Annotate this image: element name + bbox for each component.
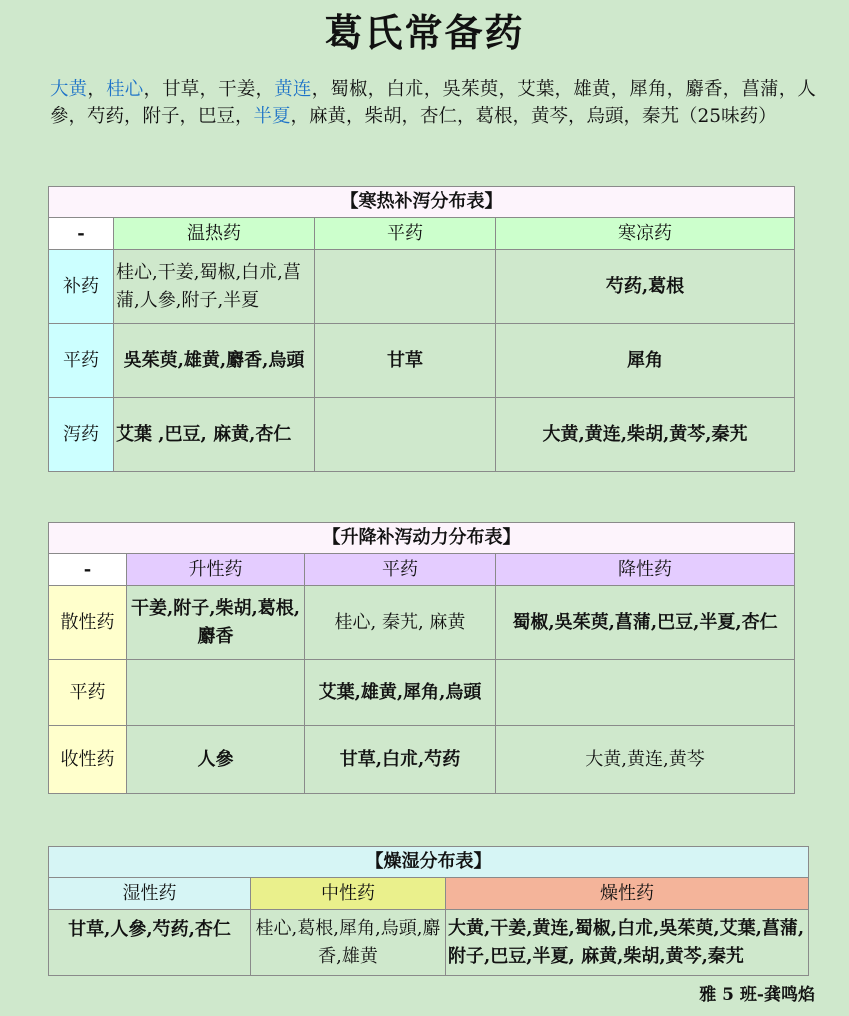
cold-heat-table <box>48 186 795 472</box>
row-label-neutral: 平药 <box>49 660 127 726</box>
column-header-dry: 燥性药 <box>446 878 809 910</box>
column-header-damp: 湿性药 <box>49 878 251 910</box>
table-cell: 大黄,黄连,柴胡,黄芩,秦艽 <box>496 398 795 472</box>
herb-text: ，蜀椒，白朮，吳茱萸，艾葉，雄黄，犀角，麝香，菖蒲，人參，芍药，附子，巴豆， <box>50 79 816 127</box>
row-label-disperse: 散性药 <box>49 586 127 660</box>
table-cell <box>315 398 496 472</box>
table-cell: 桂心, 秦艽, 麻黄 <box>305 586 496 660</box>
column-header-cold: 寒凉药 <box>496 218 795 250</box>
herb-highlight: 黄连 <box>274 79 312 100</box>
ascend-descend-table <box>48 522 795 794</box>
table-cell: 甘草 <box>315 324 496 398</box>
table-cell: 艾葉,雄黄,犀角,烏頭 <box>305 660 496 726</box>
table-cell <box>127 660 305 726</box>
table-caption: 【升降补泻动力分布表】 <box>49 523 795 554</box>
page-title: 葛氏常备药 <box>324 10 525 55</box>
table-cell: 芍药,葛根 <box>496 250 795 324</box>
table-cell: 吳茱萸,雄黄,麝香,烏頭 <box>114 324 315 398</box>
table-cell: 桂心,葛根,犀角,烏頭,麝香,雄黄 <box>251 910 446 976</box>
table-cell: 蜀椒,吳茱萸,菖蒲,巴豆,半夏,杏仁 <box>496 586 795 660</box>
herb-text: ， <box>87 79 107 100</box>
table-cell: 桂心,干姜,蜀椒,白朮,菖蒲,人參,附子,半夏 <box>114 250 315 324</box>
herb-list <box>50 76 816 130</box>
herb-highlight: 半夏 <box>253 106 291 127</box>
row-label-neutral: 平药 <box>49 324 114 398</box>
table-caption: 【燥湿分布表】 <box>49 847 809 878</box>
table-cell: 人參 <box>127 726 305 794</box>
table-cell: 干姜,附子,柴胡,葛根,麝香 <box>127 586 305 660</box>
table-cell: 甘草,人參,芍药,杏仁 <box>49 910 251 976</box>
column-header-neutral: 平药 <box>315 218 496 250</box>
table-cell <box>496 660 795 726</box>
herb-text: ，麻黄，柴胡，杏仁，葛根，黄芩，烏頭，秦艽（25味药） <box>290 106 777 127</box>
signature: 雅 5 班-龚鸣焰 <box>699 985 815 1005</box>
column-header-neutral: 平药 <box>305 554 496 586</box>
table-cell: 犀角 <box>496 324 795 398</box>
row-label-purge: 泻药 <box>49 398 114 472</box>
table-cell <box>315 250 496 324</box>
row-label-tonify: 补药 <box>49 250 114 324</box>
table-cell: 艾葉 ,巴豆, 麻黄,杏仁 <box>114 398 315 472</box>
table-cell: 大黄,干姜,黄连,蜀椒,白朮,吳茱萸,艾葉,菖蒲,附子,巴豆,半夏, 麻黄,柴胡,黄芩,秦艽 <box>446 910 809 976</box>
herb-highlight: 大黄 <box>50 79 88 100</box>
table-cell: 甘草,白朮,芍药 <box>305 726 496 794</box>
column-header-warm: 温热药 <box>114 218 315 250</box>
column-header-ascend: 升性药 <box>127 554 305 586</box>
herb-highlight: 桂心 <box>106 79 144 100</box>
table-caption: 【寒热补泻分布表】 <box>49 187 795 218</box>
column-header-descend: 降性药 <box>496 554 795 586</box>
table-cell: 大黄,黄连,黄芩 <box>496 726 795 794</box>
column-header-neutral: 中性药 <box>251 878 446 910</box>
table-corner: - <box>49 218 114 250</box>
herb-text: ，甘草，干姜， <box>143 79 275 100</box>
row-label-astringe: 收性药 <box>49 726 127 794</box>
table-corner: - <box>49 554 127 586</box>
dry-damp-table <box>48 846 809 976</box>
